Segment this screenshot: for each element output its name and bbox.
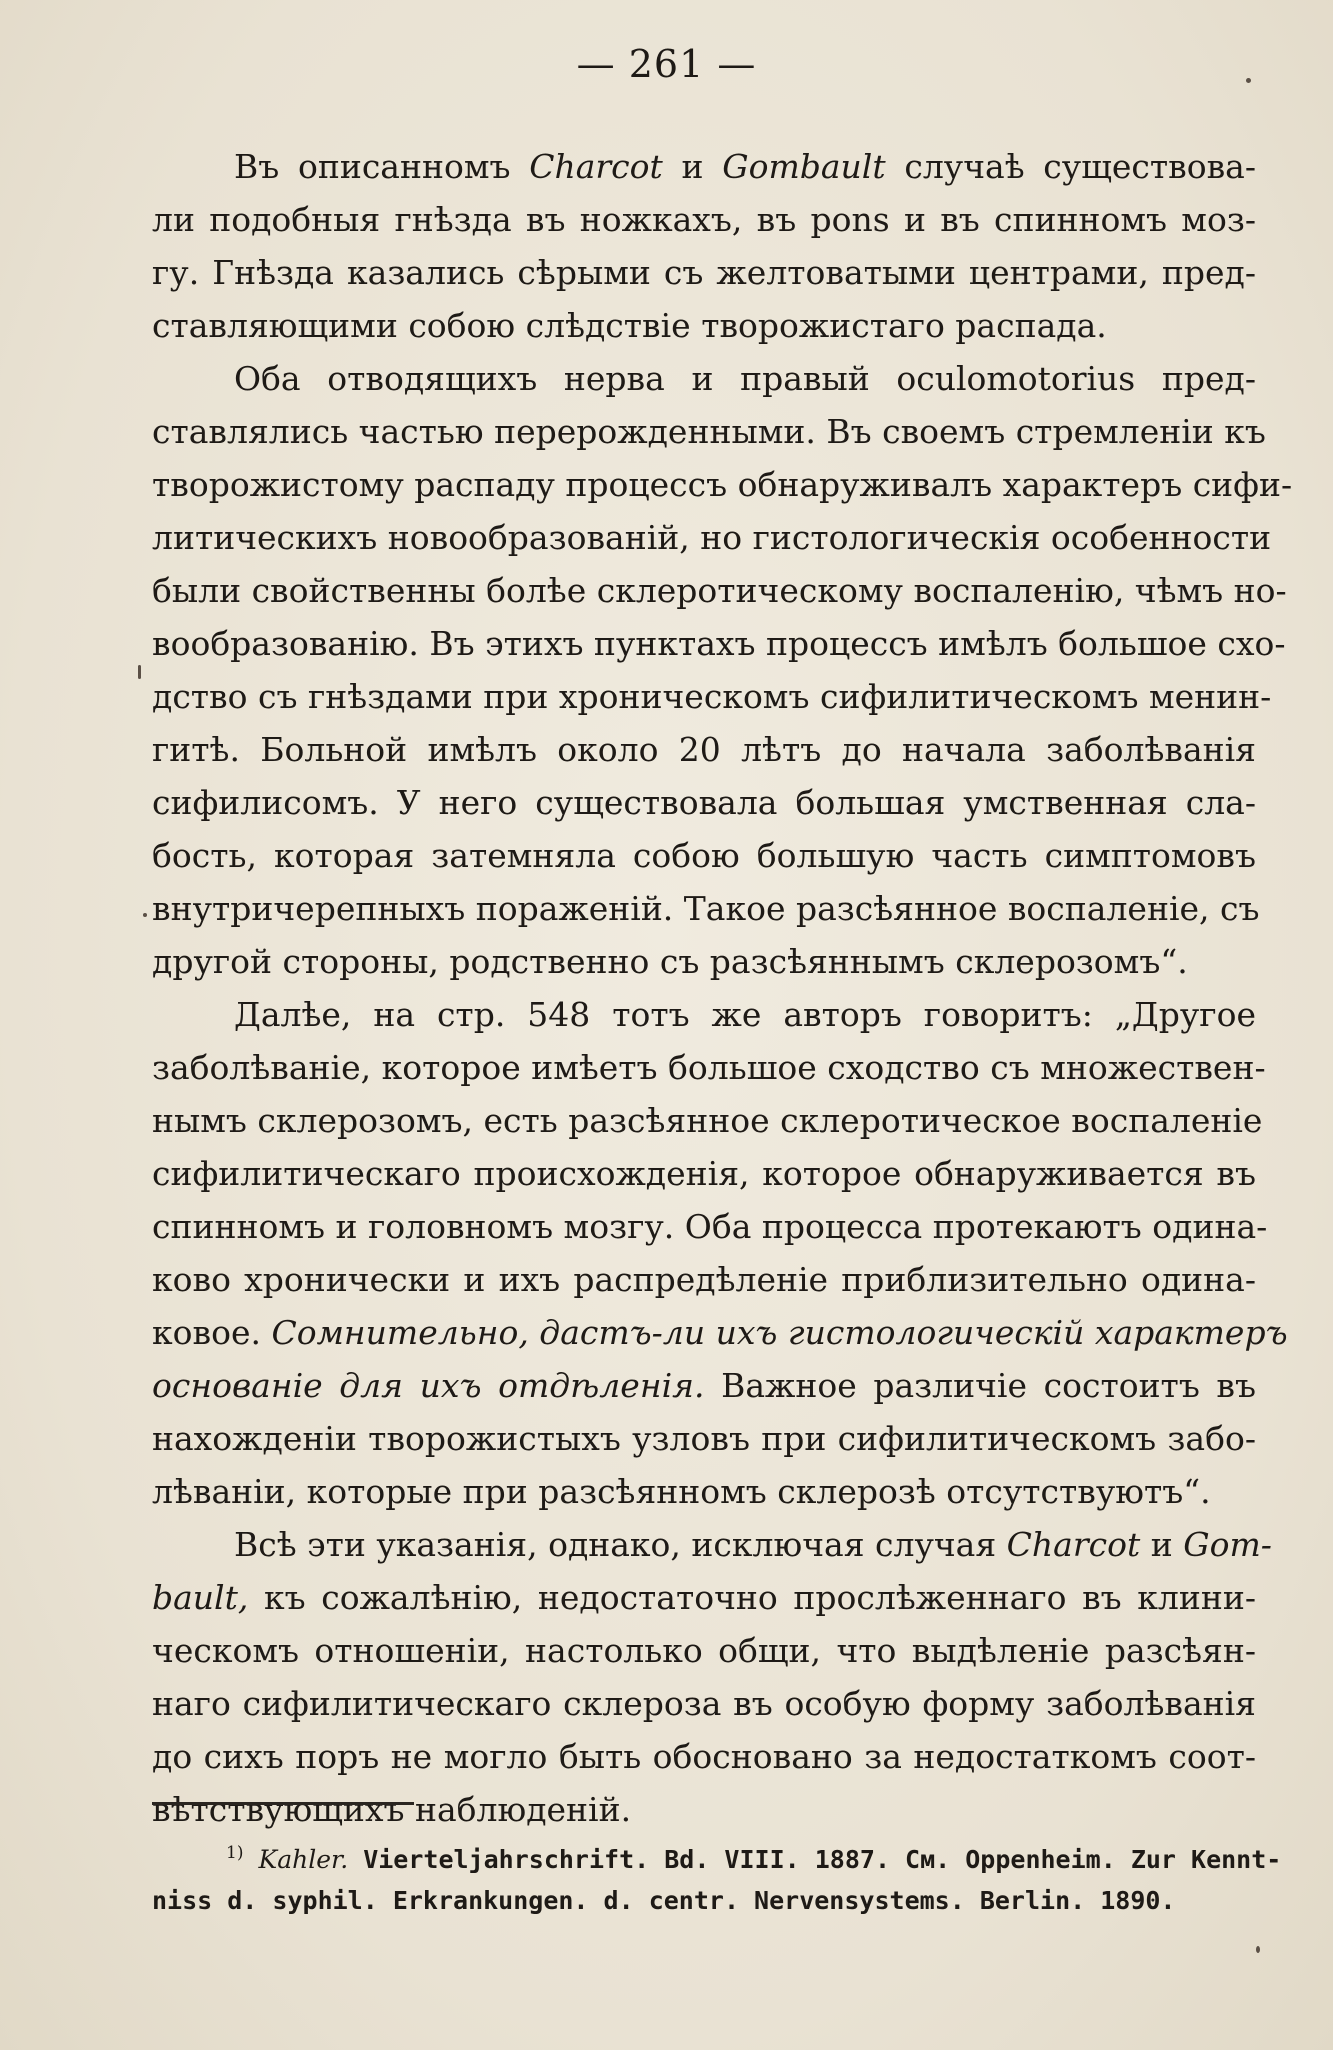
- text-run: ково хронически и ихъ распредѣленіе приблизительно одина-: [152, 1260, 1256, 1299]
- text-line: [152, 1253, 1256, 1306]
- text-run: гитѣ. Больной имѣлъ около 20 лѣтъ до начала заболѣванія: [152, 730, 1256, 769]
- footnote: [152, 1830, 1282, 1924]
- text-run: гу. Гнѣзда казались сѣрыми съ желтоватыми центрами, пред-: [152, 253, 1256, 292]
- text-line: [152, 776, 1256, 829]
- text-line: [152, 829, 1256, 882]
- text-line: [152, 935, 1256, 988]
- text-run: вѣтствующихъ наблюденій.: [152, 1790, 632, 1829]
- text-line: [152, 140, 1256, 193]
- paper-speck: [138, 665, 141, 679]
- text-run: сифилисомъ. У него существовала большая умственная сла-: [152, 783, 1256, 822]
- text-run: ставляющими собою слѣдствіе творожистаго распада.: [152, 306, 1107, 345]
- text-run: и: [1140, 1525, 1184, 1564]
- text-run: Важное различіе состоитъ въ: [704, 1366, 1256, 1405]
- text-run: до сихъ поръ не могло быть обосновано за недостаткомъ соот-: [152, 1737, 1256, 1776]
- text-run: ческомъ отношеніи, настолько общи, что выдѣленіе разсѣян-: [152, 1631, 1256, 1670]
- paper-speck: [143, 913, 147, 917]
- text-run: и: [662, 147, 723, 186]
- italic-text: Charcot: [529, 147, 663, 186]
- text-line: [152, 193, 1256, 246]
- text-line: [152, 670, 1272, 723]
- text-line: [152, 1359, 1256, 1412]
- text-line: [152, 1306, 1288, 1359]
- footnote-mark: 1): [226, 1843, 244, 1863]
- text-run: внутричерепныхъ пораженій. Такое разсѣянное воспаленіе, съ: [152, 889, 1260, 928]
- text-line: [152, 723, 1256, 776]
- text-line: [152, 1571, 1256, 1624]
- text-line: [152, 299, 1256, 352]
- text-run: случаѣ существова-: [885, 147, 1257, 186]
- text-run: ли подобныя гнѣзда въ ножкахъ, въ pons и въ спинномъ моз-: [152, 200, 1256, 239]
- text-run: вообразованію. Въ этихъ пунктахъ процессъ имѣлъ большое схо-: [152, 624, 1286, 663]
- text-line: [152, 352, 1256, 405]
- text-line: [152, 1041, 1266, 1094]
- text-line: [152, 458, 1293, 511]
- text-line: [152, 617, 1286, 670]
- text-line: [152, 1783, 1256, 1836]
- text-run: спинномъ и головномъ мозгу. Оба процесса протекаютъ одина-: [152, 1207, 1268, 1246]
- footnote-line: niss d. syphil. Erkrankungen. d. centr. Nervensystems. Berlin. 1890.: [152, 1886, 1176, 1915]
- text-run: къ сожалѣнію, недостаточно прослѣженнаго въ клини-: [248, 1578, 1256, 1617]
- text-run: Далѣе, на стр. 548 тотъ же авторъ говоритъ: „Другое: [234, 995, 1256, 1034]
- text-line: [152, 1730, 1256, 1783]
- text-line: [152, 511, 1272, 564]
- text-run: нымъ склерозомъ, есть разсѣянное склеротическое воспаленіе: [152, 1101, 1263, 1140]
- text-run: Въ описанномъ: [234, 147, 530, 186]
- body-text: [152, 140, 1293, 1836]
- text-line: [152, 564, 1287, 617]
- text-line: [152, 1147, 1256, 1200]
- text-line: [152, 882, 1260, 935]
- text-run: творожистому распаду процессъ обнаруживалъ характеръ сифи-: [152, 465, 1293, 504]
- text-run: другой стороны, родственно съ разсѣяннымъ склерозомъ“.: [152, 942, 1188, 981]
- text-run: бость, которая затемняла собою большую часть симптомовъ: [152, 836, 1256, 875]
- text-line: [152, 1200, 1268, 1253]
- text-run: заболѣваніе, которое имѣетъ большое сходство съ множествен-: [152, 1048, 1266, 1087]
- text-line: [152, 1677, 1256, 1730]
- text-line: [152, 246, 1256, 299]
- text-line: [152, 405, 1266, 458]
- text-run: сифилитическаго происхожденія, которое обнаруживается въ: [152, 1154, 1256, 1193]
- text-run: наго сифилитическаго склероза въ особую форму заболѣванія: [152, 1684, 1256, 1723]
- italic-text: bault,: [152, 1578, 249, 1617]
- italic-text: основаніе для ихъ отдѣленія.: [152, 1366, 705, 1405]
- paper-speck: [1246, 78, 1251, 83]
- footnote-text: Vierteljahrschrift. Bd. VIII. 1887. См. Oppenheim. Zur Kennt-: [363, 1845, 1282, 1874]
- text-line: [152, 1624, 1256, 1677]
- paper-speck: [1256, 1946, 1260, 1953]
- text-line: [152, 988, 1256, 1041]
- text-run: ставлялись частью перерожденными. Въ своемъ стремленіи къ: [152, 412, 1266, 451]
- text-run: Оба отводящихъ нерва и правый oculomotorius пред-: [234, 359, 1256, 398]
- text-run: были свойственны болѣе склеротическому воспаленію, чѣмъ но-: [152, 571, 1287, 610]
- footnote-author: Kahler.: [258, 1845, 349, 1874]
- text-run: дство съ гнѣздами при хроническомъ сифилитическомъ менин-: [152, 677, 1272, 716]
- text-line: [152, 1465, 1256, 1518]
- text-run: литическихъ новообразованій, но гистологическія особенности: [152, 518, 1272, 557]
- page-number: — 261 —: [576, 42, 757, 86]
- italic-text: Charcot: [1006, 1525, 1141, 1564]
- text-run: лѣваніи, которые при разсѣянномъ склерозѣ отсутствуютъ“.: [152, 1472, 1211, 1511]
- italic-text: Gom-: [1183, 1525, 1272, 1564]
- italic-text: Gombault: [722, 147, 886, 186]
- text-run: нахожденіи творожистыхъ узловъ при сифилитическомъ забо-: [152, 1419, 1256, 1458]
- footnote-separator: [152, 1802, 414, 1805]
- text-run: Всѣ эти указанія, однако, исключая случая: [234, 1525, 1007, 1564]
- text-run: ковое.: [152, 1313, 272, 1352]
- footnote-line: [152, 1830, 1282, 1877]
- text-line: [152, 1412, 1256, 1465]
- text-line: [152, 1518, 1272, 1571]
- italic-text: Сомнительно, дастъ-ли ихъ гистологическій характеръ: [271, 1313, 1288, 1352]
- text-line: [152, 1094, 1263, 1147]
